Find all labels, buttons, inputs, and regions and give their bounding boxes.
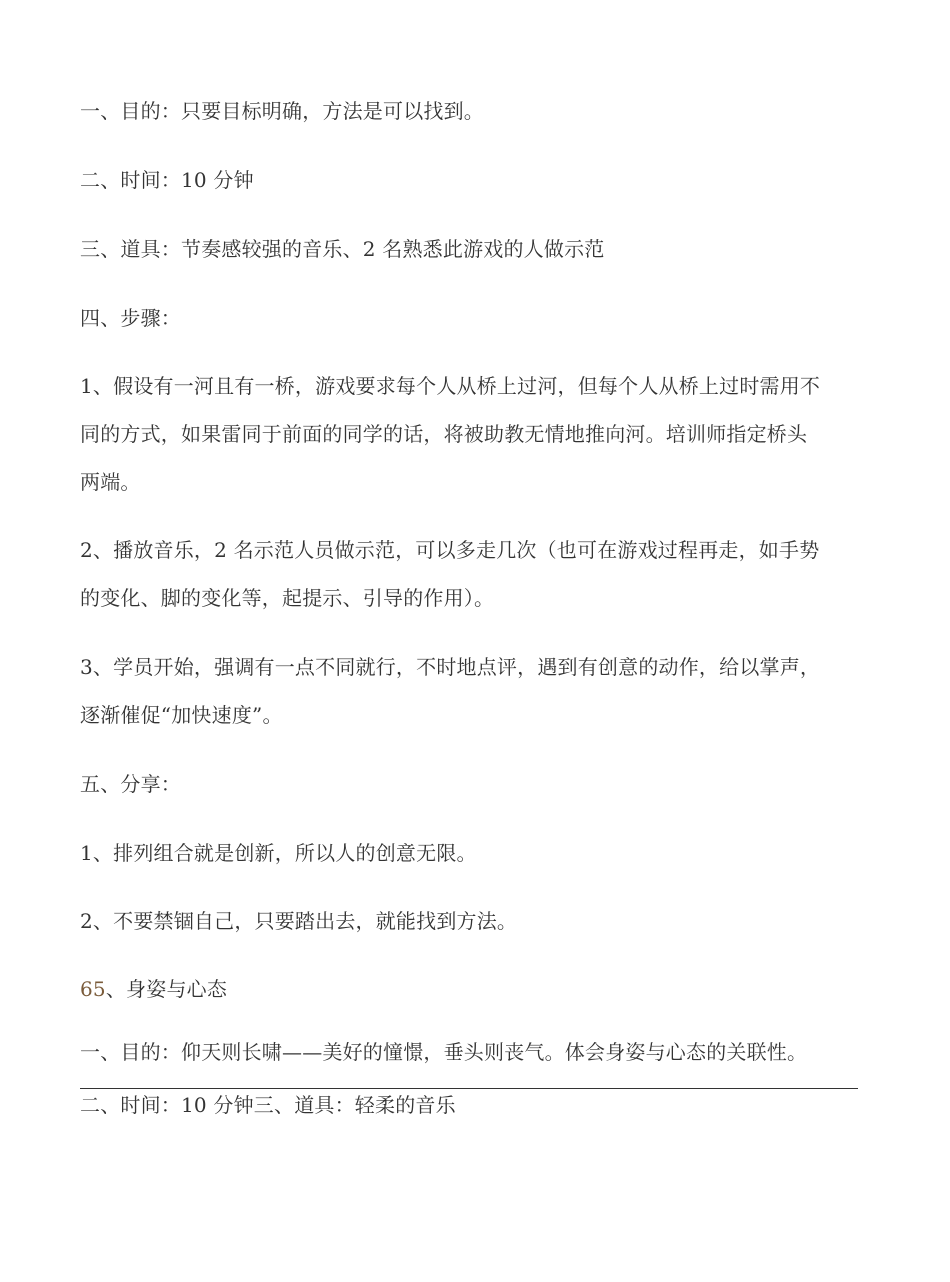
step-2-line-1: 2、播放音乐，2 名示范人员做示范，可以多走几次（也可在游戏过程再走，如手势 bbox=[80, 538, 820, 562]
divider-rule bbox=[80, 1088, 858, 1089]
game-65-number: 65 bbox=[80, 977, 106, 1001]
step-3-line-2: 逐渐催促“加快速度”。 bbox=[80, 703, 283, 727]
share-item-2: 2、不要禁锢自己，只要踏出去，就能找到方法。 bbox=[80, 909, 518, 933]
section-steps-heading: 四、步骤： bbox=[80, 306, 181, 330]
step-1-line-3: 两端。 bbox=[80, 470, 141, 494]
section-share-heading: 五、分享： bbox=[80, 772, 181, 796]
game-65-title: 、身姿与心态 bbox=[105, 977, 228, 1001]
game-65-purpose: 一、目的：仰天则长啸——美好的憧憬，垂头则丧气。体会身姿与心态的关联性。 bbox=[80, 1040, 808, 1064]
section-props: 三、道具：节奏感较强的音乐、2 名熟悉此游戏的人做示范 bbox=[80, 237, 605, 261]
game-65-time-props: 二、时间：10 分钟三、道具：轻柔的音乐 bbox=[80, 1093, 456, 1117]
share-item-1: 1、排列组合就是创新，所以人的创意无限。 bbox=[80, 841, 477, 865]
step-3-line-1: 3、学员开始，强调有一点不同就行，不时地点评，遇到有创意的动作，给以掌声， bbox=[80, 655, 821, 679]
step-1-line-1: 1、假设有一河且有一桥，游戏要求每个人从桥上过河，但每个人从桥上过时需用不 bbox=[80, 374, 821, 398]
section-time: 二、时间：10 分钟 bbox=[80, 168, 254, 192]
step-2-line-2: 的变化、脚的变化等，起提示、引导的作用）。 bbox=[80, 586, 495, 610]
game-65-heading bbox=[80, 976, 227, 1002]
step-1-line-2: 同的方式，如果雷同于前面的同学的话，将被助教无情地推向河。培训师指定桥头 bbox=[80, 422, 808, 446]
section-purpose: 一、目的：只要目标明确，方法是可以找到。 bbox=[80, 99, 484, 123]
